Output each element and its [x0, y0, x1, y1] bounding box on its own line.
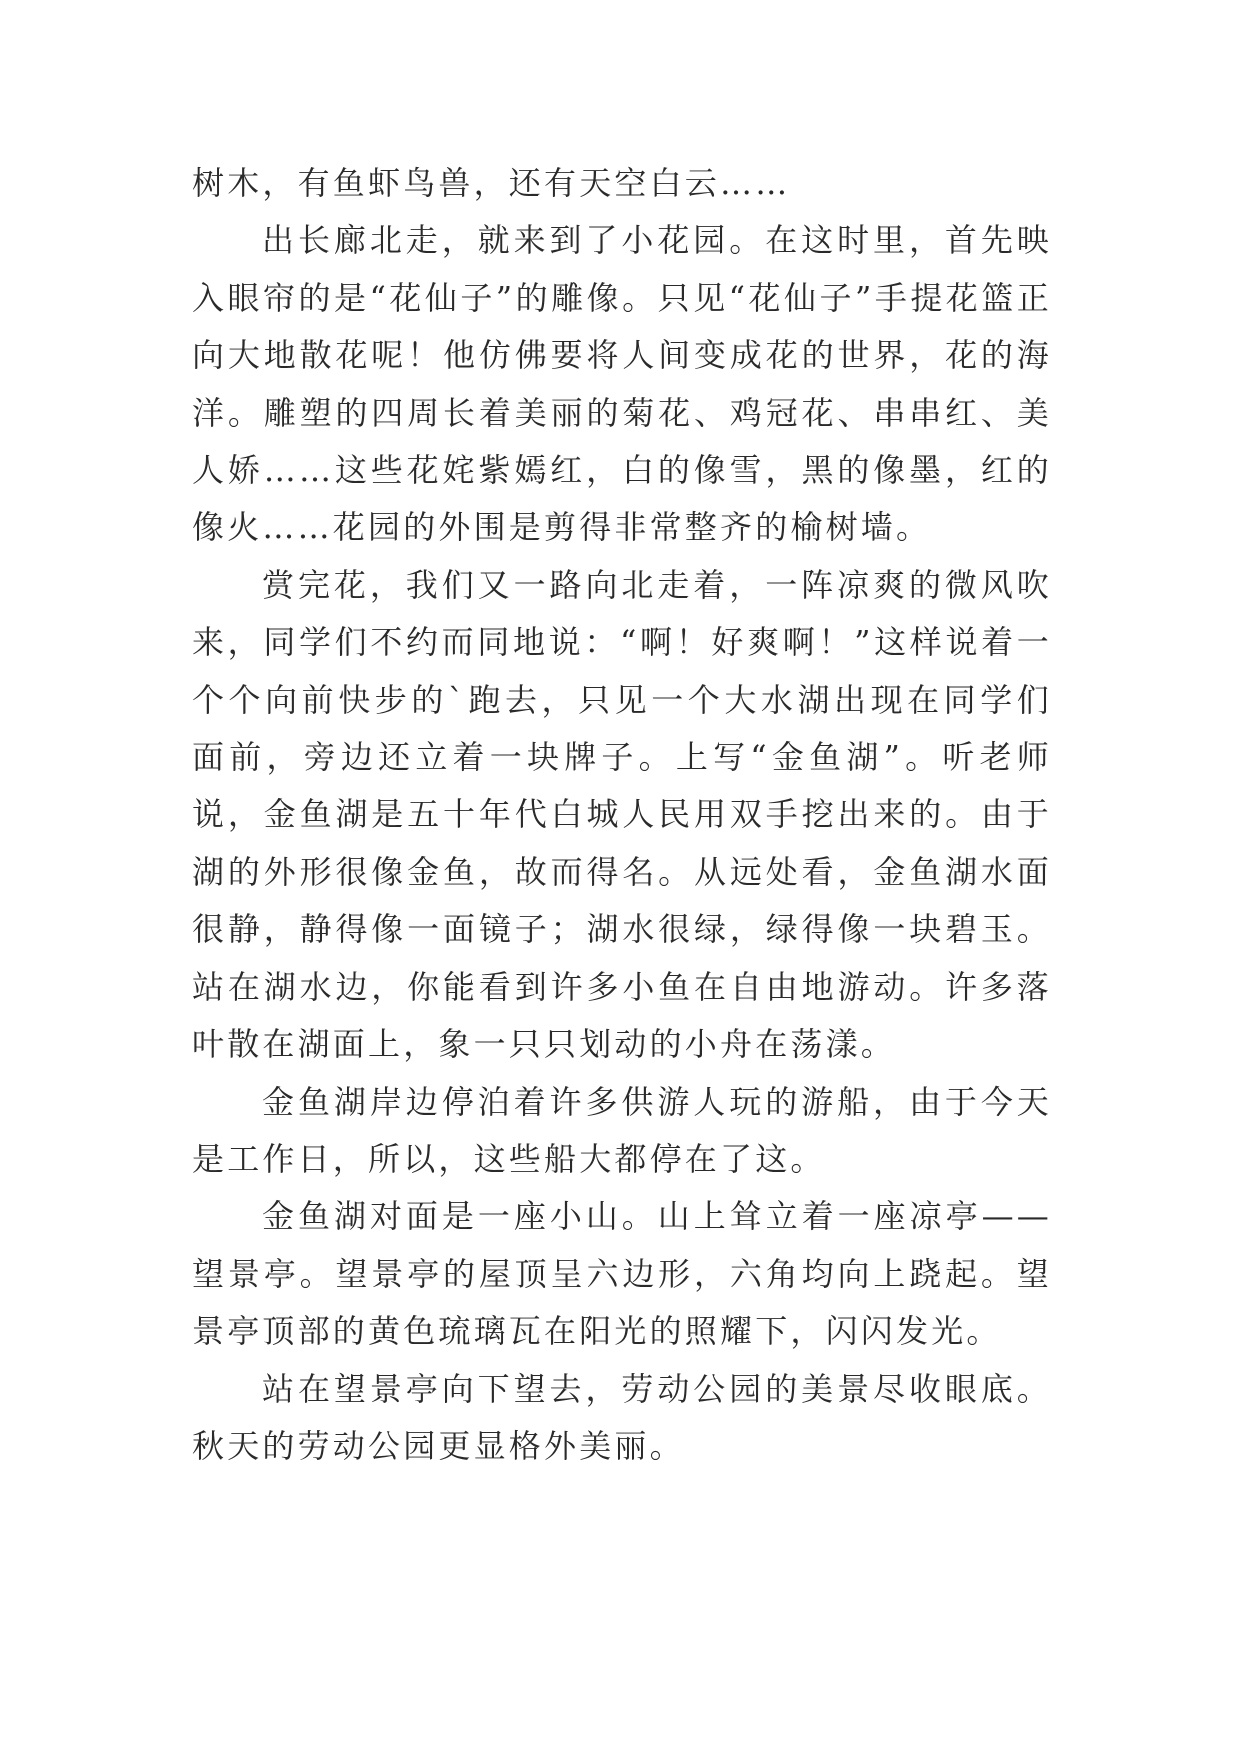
- paragraph-goldfish-lake: 赏完花，我们又一路向北走着，一阵凉爽的微风吹来，同学们不约而同地说：“啊！好爽啊！”这样说着一个个向前快步的`跑去，只见一个大水湖出现在同学们面前，旁边还立着一块牌子。上写“金鱼湖”。听老师说，金鱼湖是五十年代白城人民用双手挖出来的。由于湖的外形很像金鱼，故而得名。从远处看，金鱼湖水面很静，静得像一面镜子；湖水很绿，绿得像一块碧玉。站在湖水边，你能看到许多小鱼在自由地游动。许多落叶散在湖面上，象一只只划动的小舟在荡漾。: [192, 565, 1052, 1064]
- paragraph-pavilion: 金鱼湖对面是一座小山。山上耸立着一座凉亭——望景亭。望景亭的屋顶呈六边形，六角均向上跷起。望景亭顶部的黄色琉璃瓦在阳光的照耀下，闪闪发光。: [192, 1197, 1052, 1351]
- document-body: [192, 155, 1052, 1475]
- paragraph-boats: 金鱼湖岸边停泊着许多供游人玩的游船，由于今天是工作日，所以，这些船大都停在了这。: [192, 1082, 1052, 1178]
- paragraph-flower-garden: 出长廊北走，就来到了小花园。在这时里，首先映入眼帘的是“花仙子”的雕像。只见“花仙子”手提花篮正向大地散花呢！他仿佛要将人间变成花的世界，花的海洋。雕塑的四周长着美丽的菊花、鸡冠花、串串红、美人娇……这些花姹紫嫣红，白的像雪，黑的像墨，红的像火……花园的外围是剪得非常整齐的榆树墙。: [192, 221, 1052, 547]
- paragraph-continuation: 树木，有鱼虾鸟兽，还有天空白云……: [192, 164, 791, 202]
- paragraph-view: 站在望景亭向下望去，劳动公园的美景尽收眼底。秋天的劳动公园更显格外美丽。: [192, 1369, 1052, 1465]
